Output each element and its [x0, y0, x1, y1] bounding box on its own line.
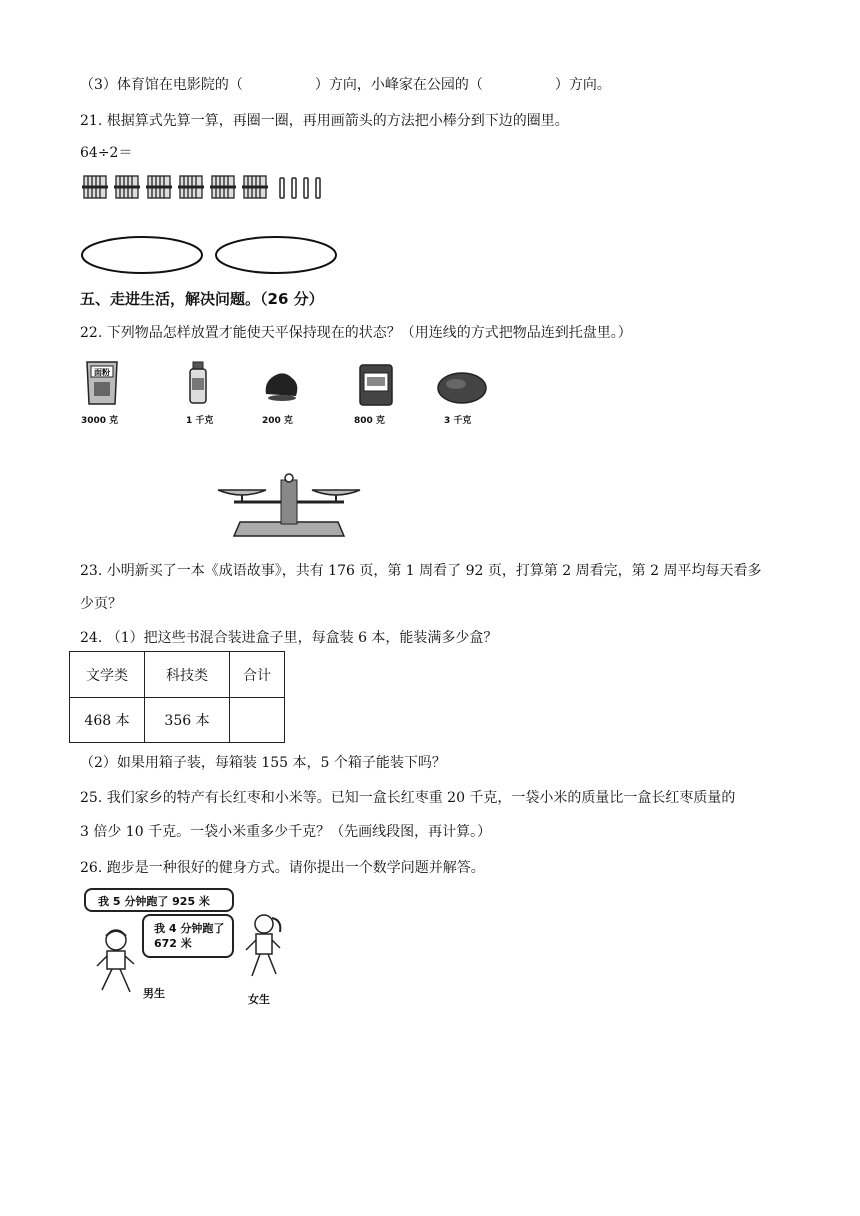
item-label: 200 克: [262, 416, 293, 426]
sticks-figure: [80, 170, 340, 210]
q20-part3-text-a: （3）体育馆在电影院的（: [80, 77, 243, 93]
q20-part3-text-b: ）方向，小峰家在公园的（: [314, 77, 483, 93]
table-row: [70, 698, 285, 743]
girl-bubble-line1: 我 4 分钟跑了: [154, 922, 225, 935]
boy-runner-icon: [92, 924, 142, 998]
books-table: [69, 651, 285, 743]
group-circle-left: [82, 237, 202, 273]
single-sticks-icon: [280, 178, 320, 198]
stick-bundle-icon: [242, 176, 268, 198]
table-header-cell: 科技类: [145, 652, 230, 698]
total-answer-cell[interactable]: [230, 698, 285, 743]
can-icon: [357, 362, 395, 408]
table-header-cell: 文学类: [70, 652, 145, 698]
q25-line1: 25. 我们家乡的特产有长红枣和小米等。已知一盒长红枣重 20 千克，一袋小米的质量比一盒长红枣质量的: [80, 790, 736, 806]
item-label: 800 克: [354, 416, 385, 426]
q24-part1: 24. （1）把这些书混合装进盒子里，每盒装 6 本，能装满多少盒？: [80, 630, 498, 646]
table-header-cell: 合计: [230, 652, 285, 698]
q24-part2: （2）如果用箱子装，每箱装 155 本，5 个箱子能装下吗？: [80, 755, 446, 771]
q25-line2: 3 倍少 10 千克。一袋小米重多少千克？（先画线段图，再计算。）: [80, 824, 492, 840]
q20-part3: [80, 74, 611, 94]
item-label: 1 千克: [186, 416, 214, 426]
item-label: 3000 克: [81, 416, 119, 426]
stick-bundle-icon: [82, 176, 108, 198]
table-cell: 356 本: [145, 698, 230, 743]
item-label: 3 千克: [444, 416, 472, 426]
stick-bundle-icon: [178, 176, 204, 198]
balance-scale-icon[interactable]: [214, 472, 364, 544]
flour-bag-icon: [84, 358, 120, 406]
girl-bubble-line2: 672 米: [154, 937, 192, 950]
bottle-icon: [186, 360, 210, 406]
q20-part3-text-c: ）方向。: [554, 77, 611, 93]
girl-speech-bubble: [142, 914, 234, 958]
bread-icon: [262, 368, 302, 404]
q23-line1: 23. 小明新买了一本《成语故事》，共有 176 页，第 1 周看了 92 页，打算第 2 周看完，第 2 周平均每天看多: [80, 563, 762, 579]
q21-formula: 64÷2＝: [80, 145, 133, 161]
group-circle-right: [216, 237, 336, 273]
table-cell: 468 本: [70, 698, 145, 743]
girl-runner-icon: [240, 910, 288, 988]
q22-text: 22. 下列物品怎样放置才能使天平保持现在的状态？（用连线的方式把物品连到托盘里。）: [80, 325, 632, 341]
boy-label: 男生: [143, 987, 165, 1000]
melon-icon: [436, 370, 488, 406]
boy-speech-bubble: 我 5 分钟跑了 925 米: [84, 888, 234, 912]
flour-bag-text: 面粉: [94, 368, 110, 377]
q26-text: 26. 跑步是一种很好的健身方式。请你提出一个数学问题并解答。: [80, 860, 485, 876]
stick-bundle-icon: [210, 176, 236, 198]
girl-label: 女生: [248, 993, 270, 1006]
section-title: 五、走进生活，解决问题。（26 分）: [80, 290, 324, 308]
stick-bundle-icon: [146, 176, 172, 198]
stick-bundle-icon: [114, 176, 140, 198]
table-row: [70, 652, 285, 698]
q23-line2: 少页？: [80, 596, 122, 612]
q21-text: 21. 根据算式先算一算，再圈一圈，再用画箭头的方法把小棒分到下边的圈里。: [80, 113, 569, 129]
grouping-circles[interactable]: [80, 234, 340, 278]
